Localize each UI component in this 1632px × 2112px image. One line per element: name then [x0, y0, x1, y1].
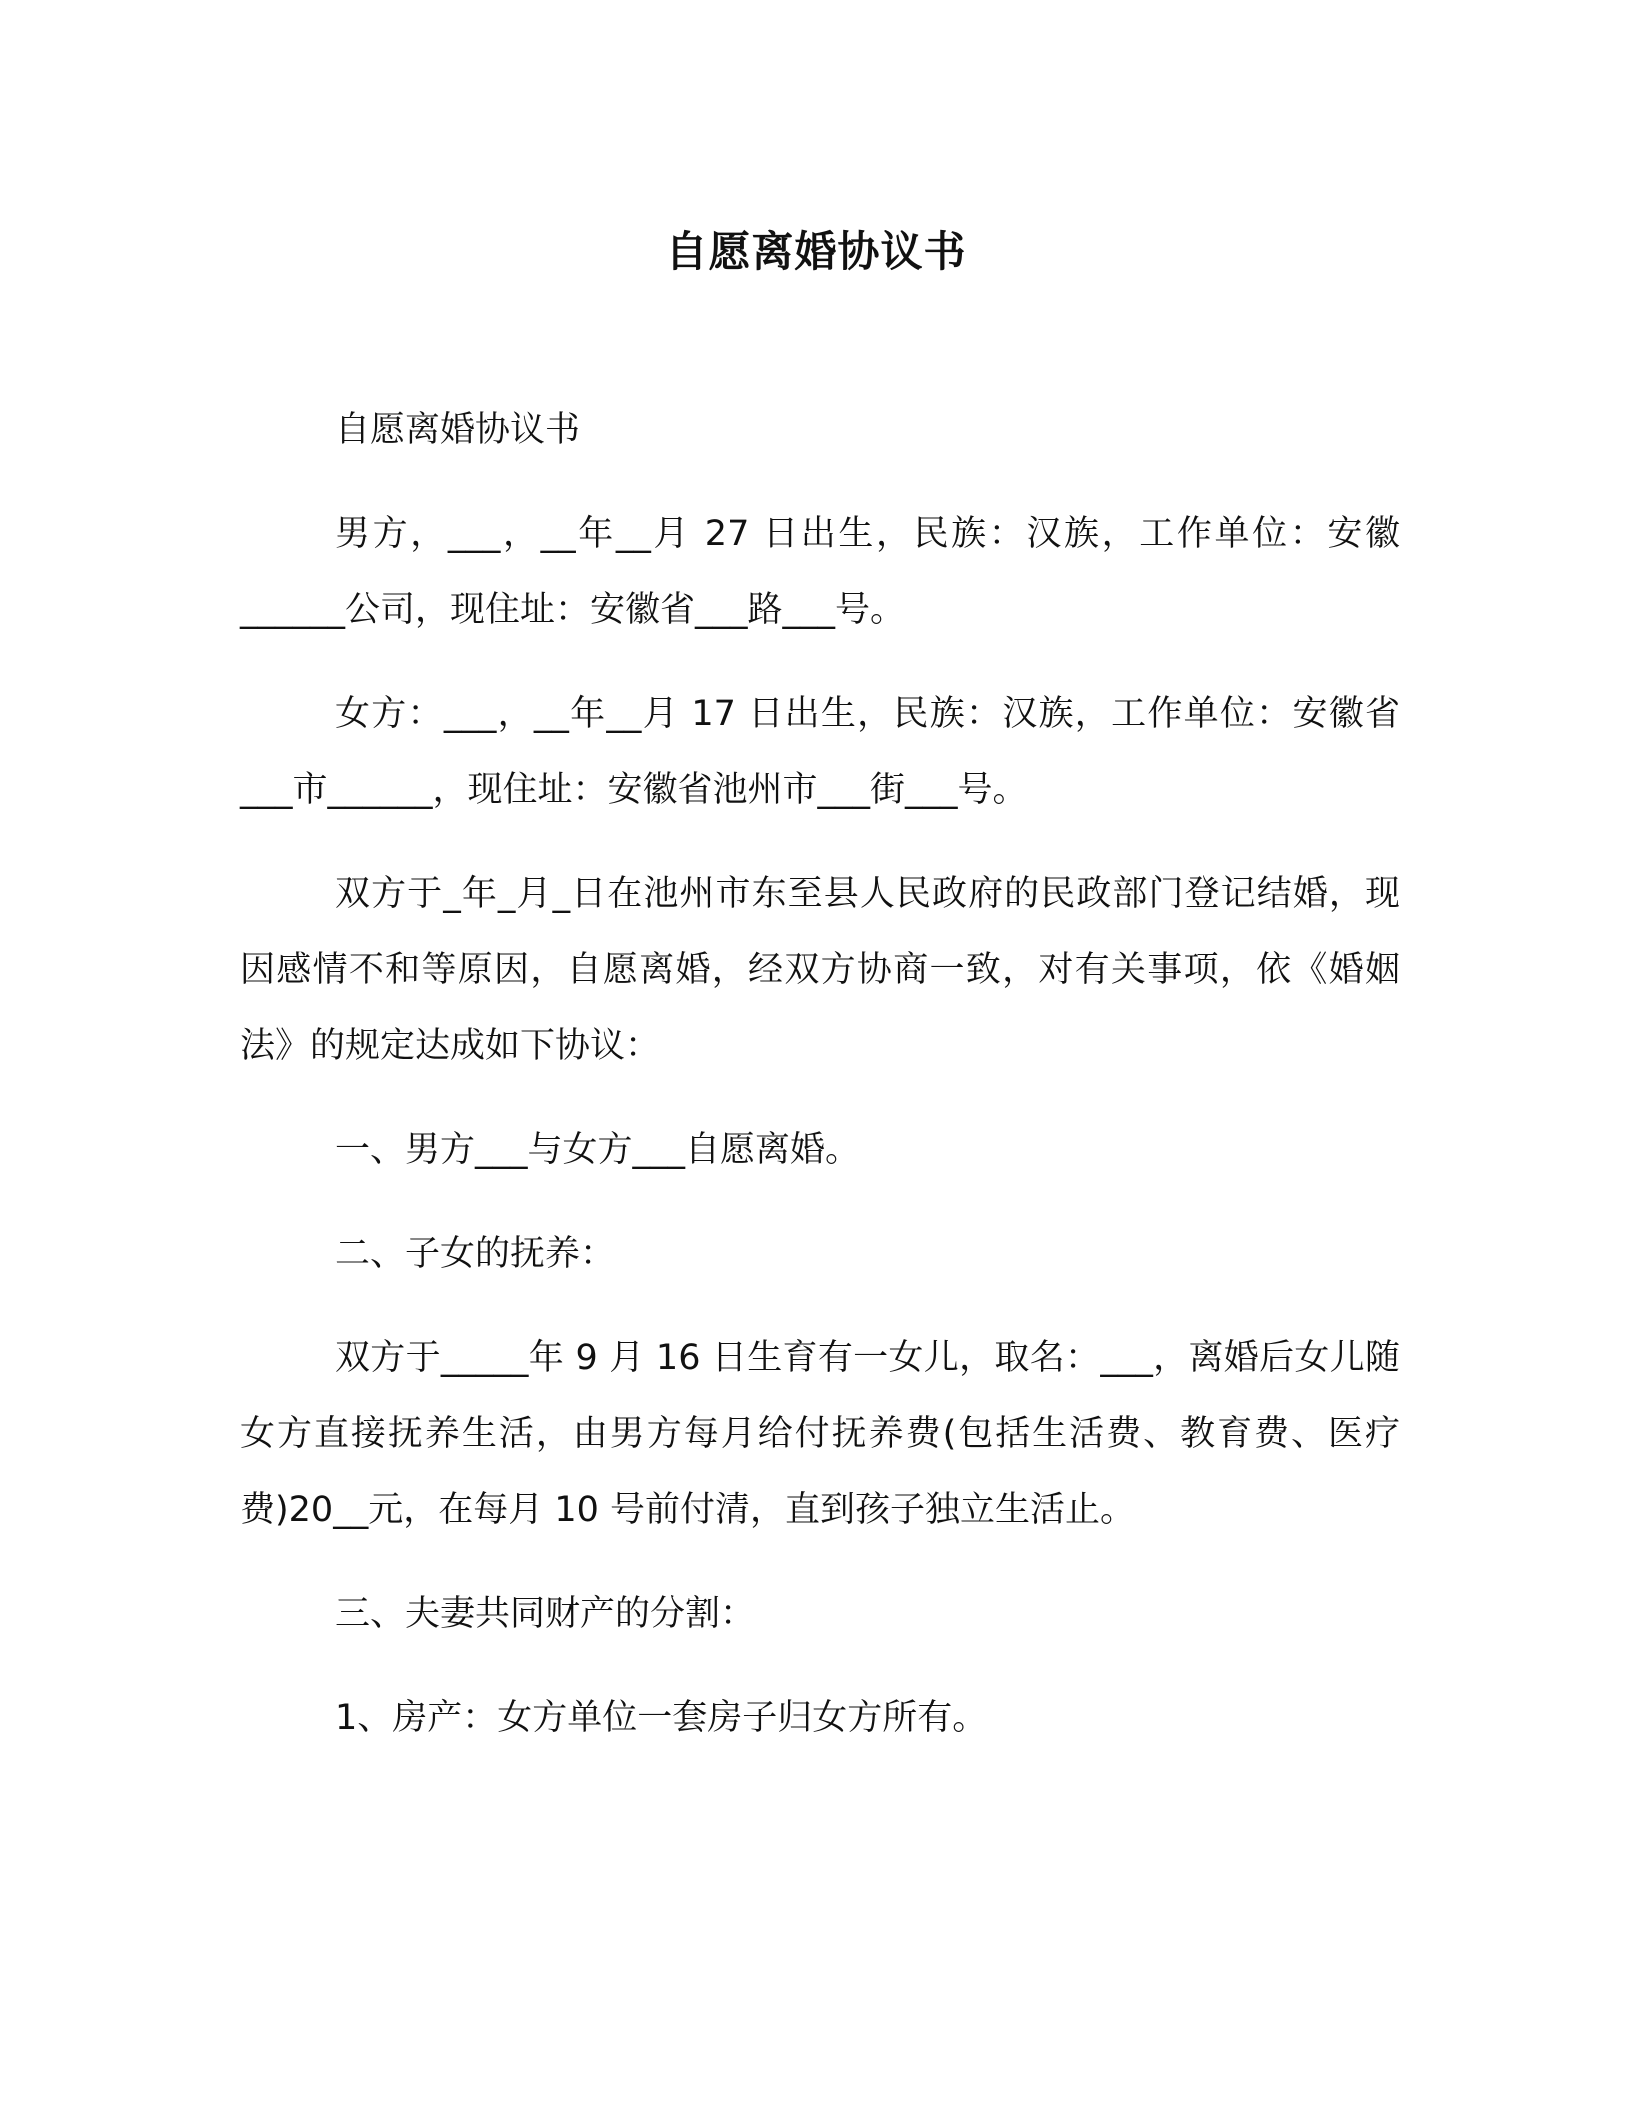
clause-one-paragraph: 一、男方___与女方___自愿离婚。: [335, 1130, 861, 1170]
child-custody-paragraph: 双方于_____年 9 月 16 日生育有一女儿，取名：___，离婚后女儿随女方直接抚养生活，由男方每月给付抚养费(包括生活费、教育费、医疗费)20__元，在每月 10 号前付清，直到孩子独立生活止。: [240, 1338, 1400, 1530]
property-item-one-paragraph: 1、房产：女方单位一套房子归女方所有。: [335, 1698, 988, 1738]
document-body: [240, 392, 1400, 1784]
marriage-registration-paragraph: 双方于_年_月_日在池州市东至县人民政府的民政部门登记结婚，现因感情不和等原因，自愿离婚，经双方协商一致，对有关事项，依《婚姻法》的规定达成如下协议：: [240, 874, 1400, 1066]
subtitle-paragraph: 自愿离婚协议书: [335, 410, 581, 450]
female-party-paragraph: 女方：___，__年__月 17 日出生，民族：汉族，工作单位：安徽省___市______，现住址：安徽省池州市___街___号。: [240, 694, 1400, 810]
clause-two-heading: 二、子女的抚养：: [335, 1234, 616, 1274]
male-party-paragraph: 男方，___，__年__月 27 日出生，民族：汉族，工作单位：安徽______公司，现住址：安徽省___路___号。: [240, 514, 1400, 630]
document-title: 自愿离婚协议书: [665, 227, 967, 276]
clause-three-heading: 三、夫妻共同财产的分割：: [335, 1594, 756, 1634]
